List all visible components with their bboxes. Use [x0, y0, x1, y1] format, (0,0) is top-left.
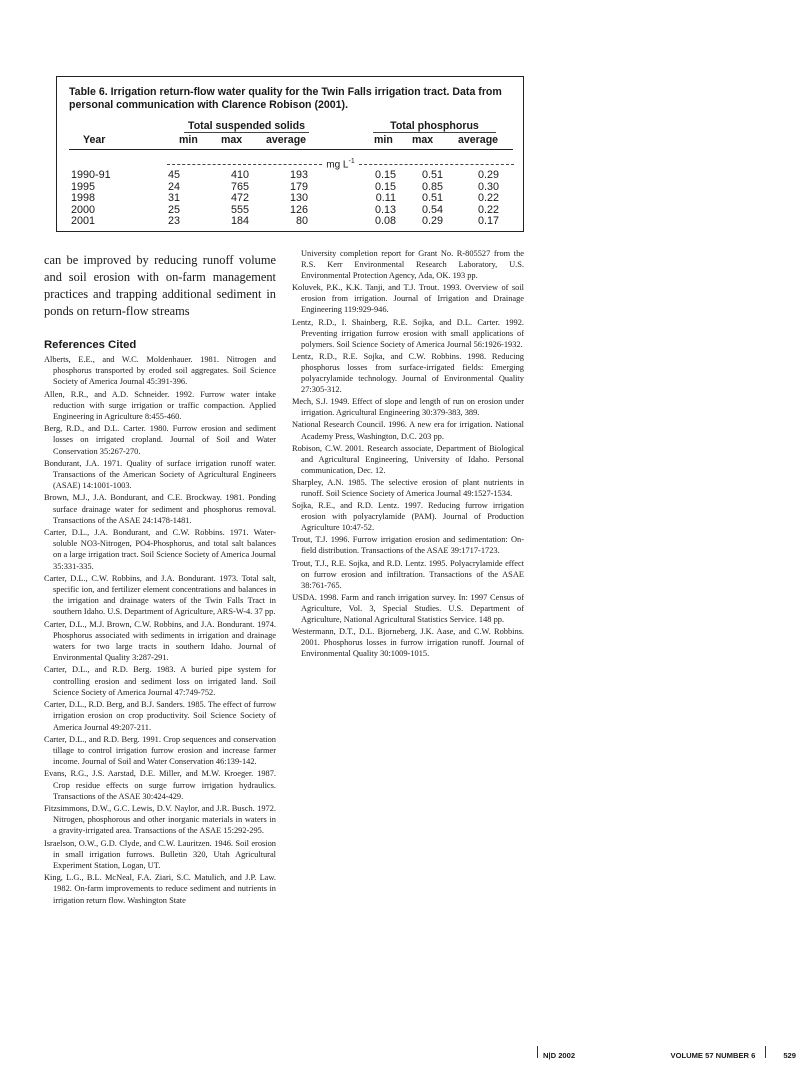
- reference-item: Sojka, R.E., and R.D. Lentz. 1997. Reducing furrow irrigation erosion with polyacrylamide (PAM). Journal of Production Agriculture 10:47-52.: [292, 501, 524, 533]
- cell-tp-max: 0.85: [421, 180, 443, 193]
- cell-tp-average: 0.30: [477, 180, 499, 193]
- col-header-tp-min: min: [374, 134, 393, 146]
- cell-tp-min: 0.11: [375, 192, 396, 205]
- col-header-tss-max: max: [221, 134, 243, 146]
- reference-item: Lentz, R.D., I. Shainberg, R.E. Sojka, and D.L. Carter. 1992. Preventing irrigation furrow erosion with small applications of polymers. Soil Science Society of America Journal 56:1926-1932.: [292, 317, 524, 349]
- cell-year: 1998: [71, 192, 96, 205]
- reference-item: Carter, D.L., M.J. Brown, C.W. Robbins, and J.A. Bondurant. 1974. Phosphorus associated with sediments in irrigation and drainage waters for two large tracts in southern Idaho. Journal of Environmental Quality 3:287-291.: [44, 619, 276, 663]
- cell-tss-max: 555: [230, 203, 249, 216]
- cell-tss-average: 126: [289, 203, 308, 216]
- cell-tss-min: 45: [168, 169, 181, 181]
- reference-item: Carter, D.L., and R.D. Berg. 1991. Crop sequences and conservation tillage to control irrigation furrow erosion and increase farmer income. Journal of Soil and Water Conservation 46:139-142.: [44, 734, 276, 767]
- table-row: [69, 205, 513, 217]
- cell-tp-max: 0.54: [421, 203, 443, 216]
- cell-tp-average: 0.22: [477, 192, 499, 205]
- data-table: [56, 76, 524, 232]
- reference-item: Fitzsimmons, D.W., G.C. Lewis, D.V. Naylor, and J.R. Busch. 1972. Nitrogen, phosphorous and other inorganic materials in waters in a gravity-irrigated area. Transactions of the ASAE 15:292-295.: [44, 803, 276, 836]
- cell-tp-min: 0.15: [374, 180, 396, 193]
- reference-item: Robison, C.W. 2001. Research associate, Department of Biological and Agricultural Engineering, University of Idaho. Personal communication, Dec. 12.: [292, 443, 524, 475]
- group-header-suspended-solids: Total suspended solids: [188, 120, 305, 132]
- reference-item: Israelson, O.W., G.D. Clyde, and C.W. Lauritzen. 1946. Soil erosion in small irrigation furrows. Bulletin 320, Utah Agricultural Experiment Station, Logan, UT.: [44, 838, 276, 870]
- footer-volume: VOLUME 57 NUMBER 6: [670, 1050, 756, 1060]
- reference-item: Carter, D.L., R.D. Berg, and B.J. Sanders. 1985. The effect of furrow irrigation erosion on crop productivity. Soil Science Society of America Journal 49:207-211.: [44, 700, 276, 732]
- footer-divider: [765, 1046, 766, 1058]
- reference-item: National Research Council. 1996. A new era for irrigation. National Academy Press, Washington, D.C. 203 pp.: [292, 420, 524, 441]
- header-rule: [69, 149, 513, 150]
- table-row: [69, 170, 513, 182]
- cell-year: 1990-91: [71, 169, 111, 181]
- reference-item: Westermann, D.T., D.L. Bjorneberg, J.K. Aase, and C.W. Robbins. 2001. Phosphorus losses in furrow irrigation runoff. Journal of Environmental Quality 30:1009-1015.: [292, 627, 524, 659]
- cell-tp-max: 0.51: [421, 192, 443, 205]
- reference-item: Evans, R.G., J.S. Aarstad, D.E. Miller, and M.W. Kroeger. 1987. Crop residue effects on surge furrow irrigation hydraulics. Transactions of the ASAE 30:424-429.: [44, 769, 276, 801]
- reference-item: USDA. 1998. Farm and ranch irrigation survey. In: 1997 Census of Agriculture, Vol. 3, Special Studies. U.S. Department of Agriculture, National Agricultural Statistics Service. 148 pp.: [292, 592, 524, 624]
- reference-item: Carter, D.L., J.A. Bondurant, and C.W. Robbins. 1971. Water-soluble NO3-Nitrogen, PO4-Phosphorus, and total salt balances on a large irrigation tract. Soil Science Society of America Journal 35:331-335.: [44, 528, 276, 571]
- reference-item: Alberts, E.E., and W.C. Moldenhauer. 1981. Nitrogen and phosphorus transported by eroded soil aggregates. Soil Science Society of America Journal 45:391-396.: [44, 355, 276, 387]
- cell-tss-max: 765: [230, 180, 249, 193]
- cell-tss-max: 410: [230, 169, 249, 181]
- reference-item: Lentz, R.D., R.E. Sojka, and C.W. Robbins. 1998. Reducing phosphorus losses from surface-irrigated fields: Emerging polyacrylamide technology. Journal of Environmental Quality 27:305-312.: [292, 351, 524, 395]
- col-header-tp-max: max: [412, 134, 434, 146]
- cell-tp-max: 0.29: [421, 215, 443, 228]
- cell-tp-min: 0.08: [374, 215, 396, 228]
- cell-tp-average: 0.29: [477, 169, 499, 181]
- group-header-phosphorus: Total phosphorus: [390, 120, 479, 132]
- cell-tss-min: 31: [168, 192, 181, 205]
- right-column: [292, 248, 524, 660]
- cell-tss-average: 130: [289, 192, 308, 205]
- cell-tss-min: 23: [168, 215, 181, 228]
- cell-tp-max: 0.51: [421, 169, 443, 181]
- reference-item: Allen, R.R., and A.D. Schneider. 1992. Furrow water intake reduction with surge irrigation or traffic compaction. Applied Engineering in Agriculture 8:455-460.: [44, 389, 276, 422]
- cell-year: 2001: [71, 215, 96, 228]
- col-header-tp-average: average: [458, 134, 499, 146]
- cell-tp-average: 0.17: [477, 215, 499, 228]
- page-number: 529: [783, 1050, 796, 1060]
- cell-tss-max: 472: [230, 192, 249, 205]
- reference-item: Carter, D.L., C.W. Robbins, and J.A. Bondurant. 1973. Total salt, specific ion, and fertilizer element concentrations and balances in the irrigation and drainage waters of the Twin Falls Tract in southern Idaho. U.S. Department of Agriculture, ARS-W-4. 37 pp.: [44, 573, 276, 617]
- units-dash-right: [359, 164, 514, 165]
- cell-year: 2000: [71, 203, 96, 216]
- page-footer: [537, 1049, 798, 1061]
- cell-tp-min: 0.13: [374, 203, 396, 216]
- units-dash-left: [167, 164, 322, 165]
- footer-divider: [537, 1046, 538, 1058]
- reference-item: Carter, D.L., and R.D. Berg. 1983. A buried pipe system for controlling erosion and sediment loss on irrigated land. Soil Science Society of America Journal 47:749-752.: [44, 665, 276, 697]
- cell-tss-average: 193: [289, 169, 308, 181]
- reference-item: Trout, T.J., R.E. Sojka, and R.D. Lentz. 1995. Polyacrylamide effect on furrow erosion and infiltration. Transactions of the ASAE 38:761-765.: [292, 558, 524, 590]
- cell-tss-min: 24: [168, 180, 181, 193]
- references-list-left: [44, 354, 276, 906]
- units-label: mg $L^{-1}$: [326, 158, 355, 171]
- cell-year: 1995: [71, 180, 96, 193]
- col-header-year: Year: [83, 134, 106, 146]
- cell-tp-min: 0.15: [374, 169, 396, 181]
- table-caption: Table 6. Irrigation return-flow water quality for the Twin Falls irrigation tract. Data from personal communication with Clarence Robison (2001).: [69, 86, 502, 111]
- group-underline: [184, 132, 309, 133]
- reference-item: King, L.G., B.L. McNeal, F.A. Ziari, S.C. Matulich, and J.P. Law. 1982. On-farm improvements to reduce sediment and nutrients in irrigation return flow. Washington State: [44, 873, 276, 905]
- reference-item: Mech, S.J. 1949. Effect of slope and length of run on erosion under irrigation. Agricultural Engineering 30:379-383, 389.: [292, 397, 524, 418]
- cell-tp-average: 0.22: [477, 203, 499, 216]
- reference-item: Brown, M.J., J.A. Bondurant, and C.E. Brockway. 1981. Ponding surface drainage water for sediment and phosphorus removal. Transactions of the ASAE 24:1478-1481.: [44, 493, 276, 525]
- reference-item: Bondurant, J.A. 1971. Quality of surface irrigation runoff water. Transactions of the American Society of Agricultural Engineers (ASAE) 14:1001-1003.: [44, 458, 276, 491]
- cell-tss-min: 25: [168, 203, 181, 216]
- body-paragraph: can be improved by reducing runoff volume and soil erosion with on-farm management practices and trapping additional sediment in ponds on return-flow streams: [44, 253, 276, 318]
- reference-item: Berg, R.D., and D.L. Carter. 1980. Furrow erosion and sediment losses on irrigated cropland. Journal of Soil and Water Conservation 35:267-270.: [44, 424, 276, 456]
- footer-issue: N|D 2002: [543, 1050, 576, 1060]
- cell-tss-max: 184: [230, 215, 249, 228]
- cell-tss-average: 179: [289, 180, 308, 193]
- reference-item: Sharpley, A.N. 1985. The selective erosion of plant nutrients in runoff. Soil Science Society of America Journal 49:1527-1534.: [292, 477, 524, 498]
- table-row: [69, 216, 513, 228]
- references-heading: References Cited: [44, 339, 137, 351]
- col-header-tss-min: min: [179, 134, 198, 146]
- cell-tss-average: 80: [295, 215, 308, 228]
- reference-item: Koluvek, P.K., K.K. Tanji, and T.J. Trout. 1993. Overview of soil erosion from irrigation. Journal of Irrigation and Drainage Engineering 119:929-946.: [292, 283, 524, 315]
- table-body: [69, 170, 513, 228]
- group-underline: [373, 132, 496, 133]
- col-header-tss-average: average: [266, 134, 307, 146]
- reference-item: Trout, T.J. 1996. Furrow irrigation erosion and sedimentation: On-field distribution. Transactions of the ASAE 39:1717-1723.: [292, 535, 524, 556]
- left-column: [44, 252, 276, 907]
- reference-continuation: University completion report for Grant No. R-805527 from the R.S. Kerr Environmental Research Laboratory, U.S. Environmental Protection Agency, Ada, OK. 193 pp.: [301, 249, 524, 281]
